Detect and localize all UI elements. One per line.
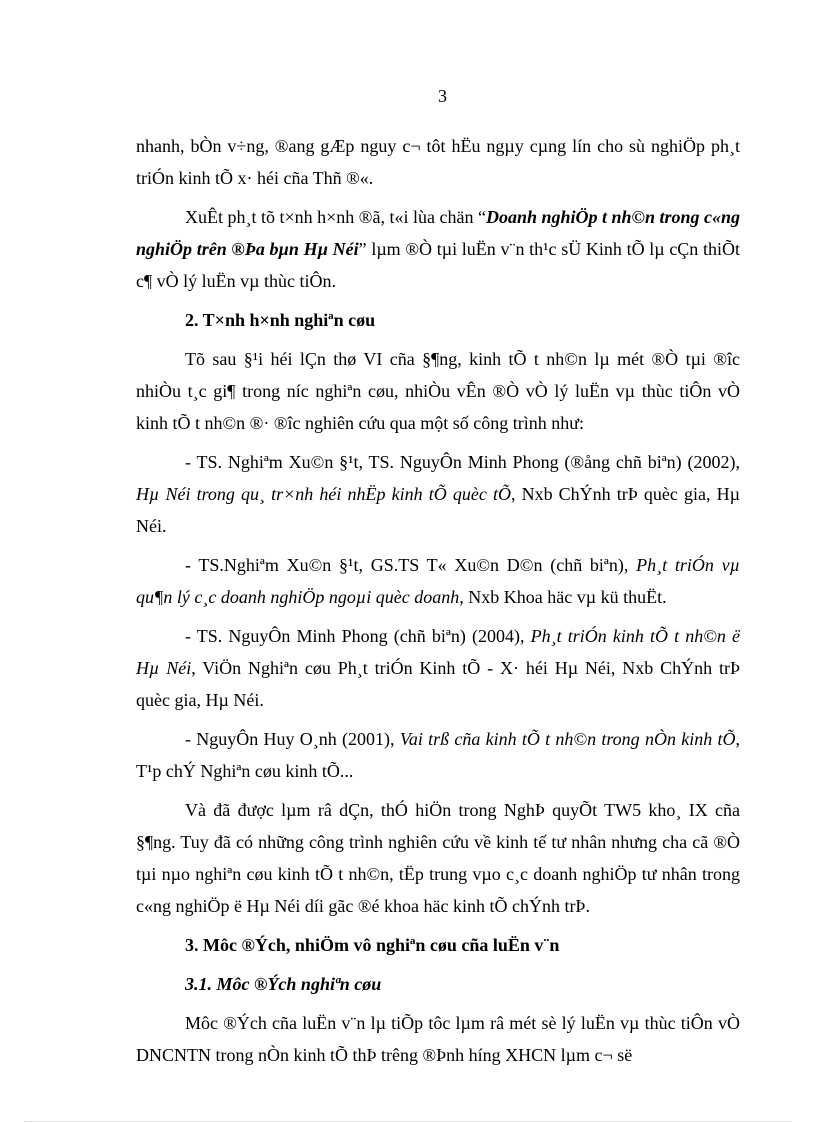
paragraph: Tõ sau §¹i héi lÇn thø VI cña §¶ng, kinh tÕ t nh©n lµ mét ®Ò tµi ®îc nhiÒu t¸c gi¶ trong níc nghiªn cøu, nhiÒu vÊn ®Ò vÒ lý luËn vµ thùc tiÔn vÒ kinh tÕ t nh©n ®· ®îc nghiên cứu qua một số công trình như:: [136, 349, 740, 433]
reference-item: [136, 723, 740, 787]
paragraph: nhanh, bÒn v÷ng, ®ang gÆp nguy c¬ tôt hËu ngµy cµng lín cho sù nghiÖp ph¸t triÓn kinh tÕ x· héi cña Thñ ®«.: [136, 136, 740, 188]
text-run: , Nxb ChÝnh trÞ quèc gia, Hµ Néi.: [136, 484, 740, 536]
reference-title: Vai trß cña kinh tÕ t nh©n trong nÒn kinh tÕ: [399, 729, 736, 749]
page-number: 3: [438, 86, 447, 106]
reference-item: [136, 549, 740, 613]
section-heading: 2. T×nh h×nh nghiªn cøu: [185, 310, 376, 330]
paragraph: [136, 201, 740, 297]
thesis-title: Doanh nghiÖp t nh©n trong c«ng nghiÖp trên ®Þa bµn Hµ Néi: [136, 207, 741, 259]
text-run: - TS. Nghiªm Xu©n §¹t, TS. NguyÔn Minh Phong (®ång chñ biªn) (2002),: [185, 452, 740, 472]
text-run: ” lµm ®Ò tµi luËn v¨n th¹c sÜ Kinh tÕ lµ cÇn thiÕt c¶ vÒ lý luËn vµ thùc tiÔn.: [136, 239, 740, 291]
text-run: - TS. NguyÔn Minh Phong (chñ biªn) (2004),: [185, 626, 531, 646]
reference-title: Ph¸t triÓn kinh tÕ t nh©n ë Hµ Néi: [136, 626, 740, 678]
text-run: , Nxb Khoa häc vµ kü thuËt.: [459, 587, 667, 607]
section-heading: 3. Môc ®Ých, nhiÖm vô nghiªn cøu cña luËn v¨n: [185, 935, 560, 955]
text-run: , ViÖn Nghiªn cøu Ph¸t triÓn Kinh tÕ - X· héi Hµ Néi, Nxb ChÝnh trÞ quèc gia, Hµ Néi.: [136, 658, 740, 710]
reference-title: Ph¸t triÓn vµ qu¶n lý c¸c doanh nghiÖp ngoµi quèc doanh: [136, 555, 741, 607]
reference-item: [136, 446, 740, 542]
text-run: - NguyÔn Huy O¸nh (2001),: [185, 729, 400, 749]
reference-title: Hµ Néi trong qu¸ tr×nh héi nhËp kinh tÕ quèc tÕ: [136, 484, 511, 504]
text-run: - TS.Nghiªm Xu©n §¹t, GS.TS T« Xu©n D©n (chñ biªn),: [185, 555, 637, 575]
page-body: [136, 130, 740, 1078]
reference-item: [136, 620, 740, 716]
text-run: XuÊt ph¸t tõ t×nh h×nh ®ã, t«i lùa chän “: [185, 207, 486, 227]
text-run: , T¹p chÝ Nghiªn cøu kinh tÕ...: [136, 729, 740, 781]
page-bottom-rule: [24, 1121, 792, 1122]
subsection-heading: 3.1. Môc ®Ých nghiªn cøu: [185, 974, 382, 994]
paragraph: Môc ®Ých cña luËn v¨n lµ tiÕp tôc lµm râ mét sè lý luËn vµ thùc tiÔn vÒ DNCNTN trong nÒn kinh tÕ thÞ trêng ®Þnh híng XHCN lµm c¬ së: [136, 1013, 740, 1065]
paragraph: Và đã được lµm râ dÇn, thÓ hiÖn trong NghÞ quyÕt TW5 kho¸ IX cña §¶ng. Tuy đã có những công trình nghiên cứu về kinh tế tư nhân nhưng cha cã ®Ò tµi nµo nghiªn cøu kinh tÕ t nh©n, tËp trung vµo c¸c doanh nghiÖp tư nhân trong c«ng nghiÖp ë Hµ Néi díi gãc ®é khoa häc kinh tÕ chÝnh trÞ.: [136, 800, 740, 916]
